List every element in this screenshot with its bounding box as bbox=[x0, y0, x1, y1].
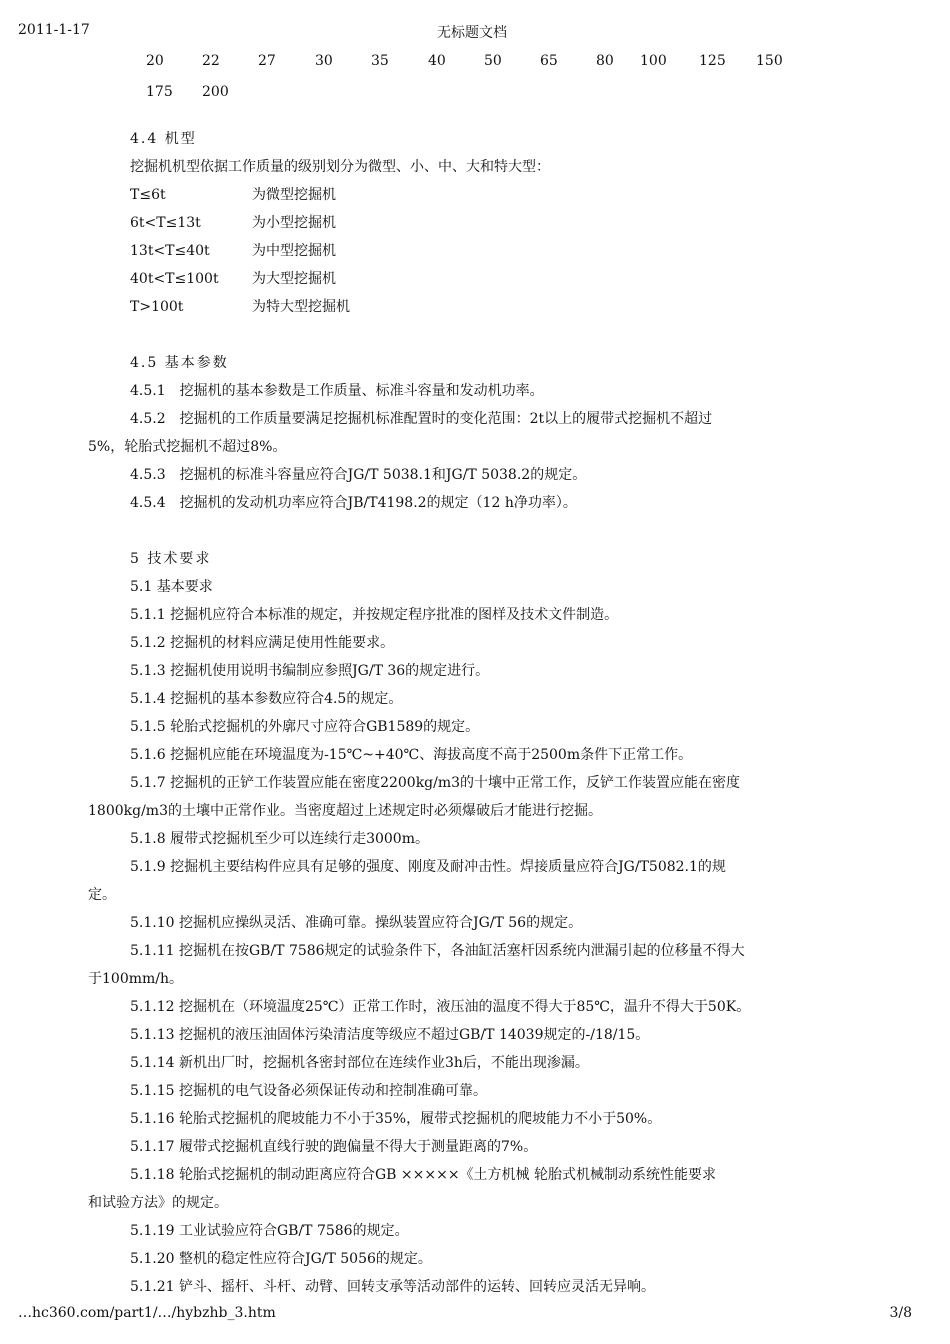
mass-range: T>100t bbox=[130, 299, 184, 315]
paragraph: 4.5.1 挖掘机的基本参数是工作质量、标准斗容量和发动机功率。 bbox=[130, 383, 544, 399]
section-heading: 5 技术要求 bbox=[130, 551, 212, 567]
header-title: 无标题文档 bbox=[437, 25, 507, 41]
clause: 5.1.21 铲斗、摇杆、斗杆、动臂、回转支承等活动部件的运转、回转应灵活无异响。 bbox=[130, 1279, 655, 1295]
paragraph: 4.5.4 挖掘机的发动机功率应符合JB/T4198.2的规定（12 h净功率）。 bbox=[130, 495, 577, 511]
section-heading: 4.5 基本参数 bbox=[130, 355, 229, 371]
model-type: 为小型挖掘机 bbox=[252, 215, 336, 231]
clause: 5.1.14 新机出厂时，挖掘机各密封部位在连续作业3h后，不能出现渗漏。 bbox=[130, 1055, 589, 1071]
clause: 5.1.8 履带式挖掘机至少可以连续行走3000m。 bbox=[130, 831, 429, 847]
size-value: 35 bbox=[371, 53, 389, 69]
size-value: 22 bbox=[202, 53, 220, 69]
clause: 5.1.20 整机的稳定性应符合JG/T 5056的规定。 bbox=[130, 1251, 432, 1267]
size-value: 27 bbox=[258, 53, 276, 69]
size-value: 40 bbox=[428, 53, 446, 69]
clause: 5.1.1 挖掘机应符合本标准的规定，并按规定程序批准的图样及技术文件制造。 bbox=[130, 607, 619, 623]
size-value: 150 bbox=[756, 53, 783, 69]
clause: 5.1.19 工业试验应符合GB/T 7586的规定。 bbox=[130, 1223, 409, 1239]
section-heading: 4.4 机型 bbox=[130, 131, 197, 147]
clause: 5.1.10 挖掘机应操纵灵活、准确可靠。操纵装置应符合JG/T 56的规定。 bbox=[130, 915, 583, 931]
mass-range: 13t<T≤40t bbox=[130, 243, 210, 259]
clause: 5.1.15 挖掘机的电气设备必须保证传动和控制准确可靠。 bbox=[130, 1083, 487, 1099]
clause: 5.1.16 轮胎式挖掘机的爬坡能力不小于35%，履带式挖掘机的爬坡能力不小于50%。 bbox=[130, 1111, 662, 1127]
mass-range: 40t<T≤100t bbox=[130, 271, 219, 287]
clause: 5.1.5 轮胎式挖掘机的外廓尺寸应符合GB1589的规定。 bbox=[130, 719, 480, 735]
model-class-row bbox=[88, 265, 868, 293]
model-type: 为大型挖掘机 bbox=[252, 271, 336, 287]
model-class-row bbox=[88, 181, 868, 209]
clause: 5.1.18 轮胎式挖掘机的制动距离应符合GB ×××××《土方机械 轮胎式机械制动系统性能要求 bbox=[130, 1167, 717, 1183]
clause: 5.1.11 挖掘机在按GB/T 7586规定的试验条件下，各油缸活塞杆因系统内泄漏引起的位移量不得大 bbox=[130, 943, 745, 959]
model-type: 为中型挖掘机 bbox=[252, 243, 336, 259]
size-value: 20 bbox=[146, 53, 164, 69]
model-class-row bbox=[88, 237, 868, 265]
size-value: 200 bbox=[202, 84, 229, 100]
document-body bbox=[88, 125, 868, 1301]
clause-continuation: 于100mm/h。 bbox=[88, 971, 184, 987]
clause: 5.1.17 履带式挖掘机直线行驶的跑偏量不得大于测量距离的7%。 bbox=[130, 1139, 538, 1155]
size-value: 65 bbox=[540, 53, 558, 69]
size-series-line-1 bbox=[146, 53, 783, 69]
size-value: 125 bbox=[699, 53, 726, 69]
model-class-row bbox=[88, 293, 868, 321]
model-type: 为特大型挖掘机 bbox=[252, 299, 350, 315]
clause: 5.1.6 挖掘机应能在环境温度为-15℃~+40℃、海拔高度不高于2500m条件下正常工作。 bbox=[130, 747, 693, 763]
size-series-line-2 bbox=[146, 84, 229, 100]
clause: 5.1.7 挖掘机的正铲工作装置应能在密度2200kg/m3的十壤中正常工作，反铲工作装置应能在密度 bbox=[130, 775, 741, 791]
clause: 5.1.13 挖掘机的液压油固体污染清洁度等级应不超过GB/T 14039规定的-/18/15。 bbox=[130, 1027, 650, 1043]
model-class-row bbox=[88, 209, 868, 237]
size-value: 30 bbox=[315, 53, 333, 69]
clause: 5.1.12 挖掘机在（环境温度25℃）正常工作时，液压油的温度不得大于85℃，温升不得大于50K。 bbox=[130, 999, 751, 1015]
size-value: 80 bbox=[596, 53, 614, 69]
footer-page-number: 3/8 bbox=[889, 1305, 912, 1321]
paragraph-continuation: 5%，轮胎式挖掘机不超过8%。 bbox=[88, 439, 287, 455]
mass-range: 6t<T≤13t bbox=[130, 215, 201, 231]
paragraph: 4.5.3 挖掘机的标准斗容量应符合JG/T 5038.1和JG/T 5038.2的规定。 bbox=[130, 467, 587, 483]
spacer bbox=[88, 321, 868, 349]
clause: 5.1.4 挖掘机的基本参数应符合4.5的规定。 bbox=[130, 691, 403, 707]
clause-continuation: 和试验方法》的规定。 bbox=[88, 1195, 228, 1211]
subsection-heading: 5.1 基本要求 bbox=[130, 579, 213, 595]
model-type: 为微型挖掘机 bbox=[252, 187, 336, 203]
clause: 5.1.3 挖掘机使用说明书编制应参照JG/T 36的规定进行。 bbox=[130, 663, 490, 679]
clause-continuation: 1800kg/m3的土壤中正常作业。当密度超过上述规定时必须爆破后才能进行挖掘。 bbox=[88, 803, 602, 819]
size-value: 100 bbox=[640, 53, 667, 69]
size-value: 175 bbox=[146, 84, 173, 100]
mass-range: T≤6t bbox=[130, 187, 166, 203]
clause-continuation: 定。 bbox=[88, 887, 116, 903]
paragraph: 挖掘机机型依据工作质量的级别划分为微型、小、中、大和特大型： bbox=[130, 159, 550, 175]
clause: 5.1.9 挖掘机主要结构件应具有足够的强度、刚度及耐冲击性。焊接质量应符合JG/T5082.1的规 bbox=[130, 859, 726, 875]
header-date: 2011-1-17 bbox=[18, 22, 90, 38]
paragraph: 4.5.2 挖掘机的工作质量要满足挖掘机标准配置时的变化范围：2t以上的履带式挖掘机不超过 bbox=[130, 411, 713, 427]
clause: 5.1.2 挖掘机的材料应满足使用性能要求。 bbox=[130, 635, 395, 651]
spacer bbox=[88, 517, 868, 545]
size-value: 50 bbox=[484, 53, 502, 69]
footer-url: …hc360.com/part1/…/hybzhb_3.htm bbox=[18, 1305, 276, 1321]
